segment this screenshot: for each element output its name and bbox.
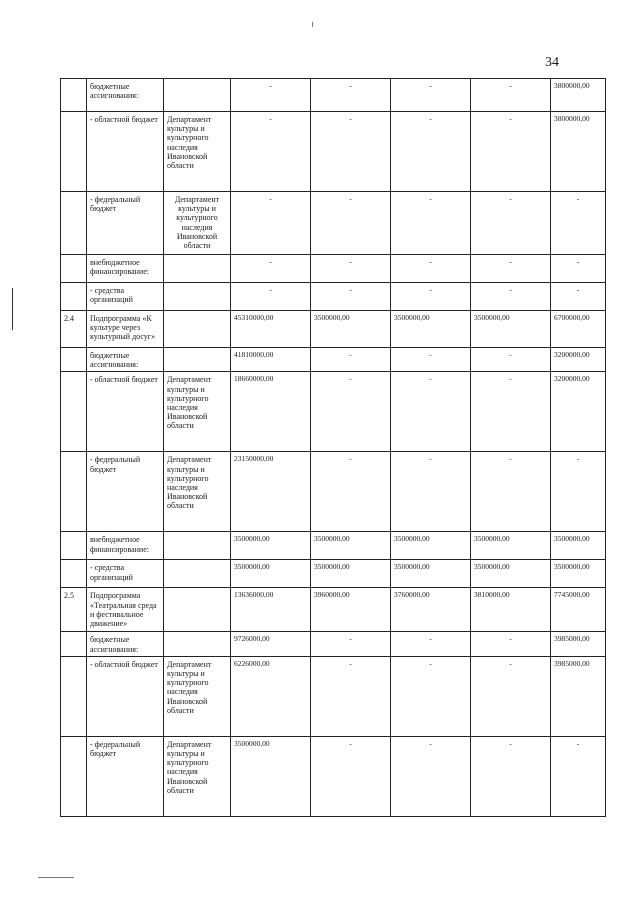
row-value: 3500000,00 (551, 532, 606, 560)
row-value: - (391, 348, 471, 372)
row-executor: Департамент культуры и культурного наследия Ивановской области (164, 736, 231, 816)
row-executor (164, 348, 231, 372)
row-value: 3500000,00 (471, 560, 551, 588)
row-value: 3500000,00 (551, 560, 606, 588)
row-executor (164, 311, 231, 348)
row-value: - (391, 736, 471, 816)
table-row (61, 112, 606, 192)
row-value: - (471, 372, 551, 452)
row-value: - (391, 79, 471, 112)
row-index: 2.4 (61, 311, 87, 348)
row-value: 3985000,00 (551, 632, 606, 656)
budget-table (60, 78, 606, 817)
row-value: 3500000,00 (391, 560, 471, 588)
row-value: 13636000,00 (231, 588, 311, 632)
row-value: - (311, 632, 391, 656)
row-value: - (311, 348, 391, 372)
row-name: - областной бюджет (87, 656, 164, 736)
row-value: - (231, 283, 311, 311)
table-row (61, 283, 606, 311)
row-name: - областной бюджет (87, 112, 164, 192)
table-row (61, 192, 606, 255)
table-row (61, 560, 606, 588)
row-value: - (231, 112, 311, 192)
table-row (61, 656, 606, 736)
row-value: - (391, 656, 471, 736)
row-value: - (471, 348, 551, 372)
row-executor (164, 79, 231, 112)
row-name: - средства организаций (87, 560, 164, 588)
row-index: 2.5 (61, 588, 87, 632)
row-value: - (471, 79, 551, 112)
row-index (61, 632, 87, 656)
row-index (61, 532, 87, 560)
row-value: - (311, 372, 391, 452)
row-value: 18660000,00 (231, 372, 311, 452)
row-value: - (311, 656, 391, 736)
row-value: - (471, 192, 551, 255)
table-row (61, 588, 606, 632)
row-value: - (391, 192, 471, 255)
row-executor: Департамент культуры и культурного наследия Ивановской области (164, 112, 231, 192)
row-name: внебюджетное финансирование: (87, 255, 164, 283)
row-value: 3500000,00 (311, 532, 391, 560)
row-index (61, 736, 87, 816)
table-row (61, 532, 606, 560)
row-value: - (391, 283, 471, 311)
row-value: 3760000,00 (391, 588, 471, 632)
row-value: 3985000,00 (551, 656, 606, 736)
row-value: 23150000,00 (231, 452, 311, 532)
row-value: 3500000,00 (231, 532, 311, 560)
row-value: - (311, 736, 391, 816)
row-value: - (551, 452, 606, 532)
row-value: - (311, 283, 391, 311)
row-value: 6226000,00 (231, 656, 311, 736)
row-value: 3500000,00 (471, 311, 551, 348)
row-value: - (231, 192, 311, 255)
row-executor: Департамент культуры и культурного наследия Ивановской области (164, 372, 231, 452)
row-index (61, 192, 87, 255)
row-name: бюджетные ассигнования: (87, 632, 164, 656)
row-name: бюджетные ассигнования: (87, 348, 164, 372)
row-executor: Департамент культуры и культурного наследия Ивановской области (164, 656, 231, 736)
row-index (61, 560, 87, 588)
row-value: 3800000,00 (551, 79, 606, 112)
row-name: Подпрограмма «К культуре через культурный досуг» (87, 311, 164, 348)
row-executor (164, 283, 231, 311)
row-value: - (391, 452, 471, 532)
table-row (61, 311, 606, 348)
row-value: 3500000,00 (391, 311, 471, 348)
table-row (61, 452, 606, 532)
row-value: - (231, 79, 311, 112)
budget-table-body (61, 79, 606, 817)
row-value: 3500000,00 (231, 736, 311, 816)
row-value: 3810000,00 (471, 588, 551, 632)
row-value: 6700000,00 (551, 311, 606, 348)
row-index (61, 452, 87, 532)
row-value: - (311, 452, 391, 532)
row-value: - (471, 255, 551, 283)
row-name: Подпрограмма «Театральная среда и фестивальное движение» (87, 588, 164, 632)
table-row (61, 255, 606, 283)
row-name: - федеральный бюджет (87, 452, 164, 532)
row-executor (164, 632, 231, 656)
scan-artifact (38, 877, 74, 878)
row-value: 45310000,00 (231, 311, 311, 348)
row-value: - (551, 192, 606, 255)
row-executor (164, 255, 231, 283)
row-value: - (471, 632, 551, 656)
row-value: - (551, 736, 606, 816)
row-executor (164, 560, 231, 588)
row-value: - (391, 632, 471, 656)
row-index (61, 283, 87, 311)
row-value: - (311, 255, 391, 283)
row-value: - (391, 372, 471, 452)
row-name: - средства организаций (87, 283, 164, 311)
row-value: - (311, 79, 391, 112)
row-executor: Департамент культуры и культурного наследия Ивановской области (164, 452, 231, 532)
table-row (61, 79, 606, 112)
row-value: 41810000,00 (231, 348, 311, 372)
row-value: 3960000,00 (311, 588, 391, 632)
row-executor (164, 588, 231, 632)
margin-mark (12, 288, 13, 330)
row-value: 9726000,00 (231, 632, 311, 656)
row-name: - федеральный бюджет (87, 736, 164, 816)
row-index (61, 255, 87, 283)
table-row (61, 348, 606, 372)
table-row (61, 736, 606, 816)
row-index (61, 348, 87, 372)
row-value: - (471, 736, 551, 816)
row-value: 3200000,00 (551, 348, 606, 372)
row-value: - (311, 112, 391, 192)
page-number: 34 (545, 55, 559, 70)
row-value: 3500000,00 (391, 532, 471, 560)
row-value: - (391, 255, 471, 283)
row-name: бюджетные ассигнования: (87, 79, 164, 112)
table-row (61, 632, 606, 656)
row-name: внебюджетное финансирование: (87, 532, 164, 560)
row-value: - (471, 452, 551, 532)
scan-artifact (312, 22, 313, 27)
row-name: - федеральный бюджет (87, 192, 164, 255)
row-value: - (311, 192, 391, 255)
row-name: - областной бюджет (87, 372, 164, 452)
row-value: - (471, 656, 551, 736)
row-index (61, 79, 87, 112)
row-value: - (231, 255, 311, 283)
table-row (61, 372, 606, 452)
row-value: 3200000,00 (551, 372, 606, 452)
row-index (61, 112, 87, 192)
row-value: - (471, 283, 551, 311)
row-value: 3500000,00 (311, 311, 391, 348)
row-value: - (391, 112, 471, 192)
row-index (61, 656, 87, 736)
row-value: 3500000,00 (231, 560, 311, 588)
row-value: - (551, 255, 606, 283)
row-executor: Департамент культуры и культурного наследия Ивановской области (164, 192, 231, 255)
row-value: 3500000,00 (311, 560, 391, 588)
row-value: - (551, 283, 606, 311)
row-value: 7745000,00 (551, 588, 606, 632)
row-index (61, 372, 87, 452)
row-value: 3500000,00 (471, 532, 551, 560)
row-value: - (471, 112, 551, 192)
row-value: 3800000,00 (551, 112, 606, 192)
row-executor (164, 532, 231, 560)
